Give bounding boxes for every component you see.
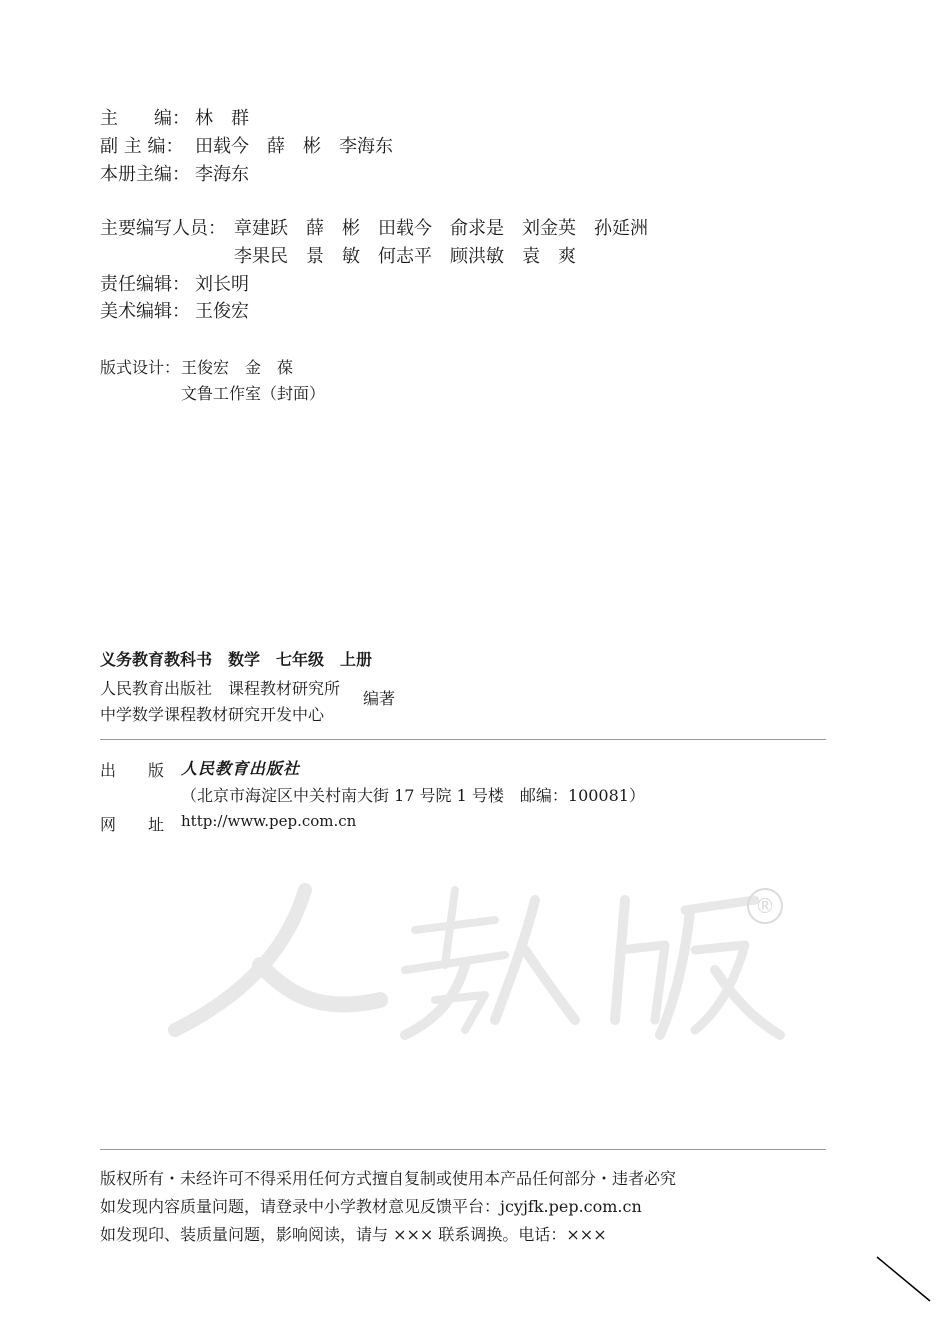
writers-label: 主要编写人员： (100, 218, 226, 239)
book-org-1: 人民教育出版社 课程教材研究所 (100, 679, 341, 698)
deputy-editor-names: 田载今 薛 彬 李海东 (195, 136, 393, 157)
divider-top (100, 739, 826, 740)
writers-line-1: 章建跃 薛 彬 田载今 俞求是 刘金英 孙延洲 (234, 218, 648, 239)
publisher-label: 出 版 (100, 761, 165, 780)
website-label: 网 址 (100, 815, 165, 834)
writers-line-2: 李果民 景 敏 何志平 顾洪敏 袁 爽 (234, 246, 576, 267)
publisher-calligraphy-name: 人民教育出版社 (181, 759, 301, 778)
deputy-editor-label: 副 主 编： (100, 136, 184, 157)
layout-design-line-2: 文鲁工作室（封面） (181, 384, 326, 403)
registered-mark: ® (755, 894, 775, 918)
art-editor-name: 王俊宏 (195, 301, 249, 322)
book-title: 义务教育教科书 数学 七年级 上册 (100, 650, 373, 669)
layout-design-label: 版式设计： (100, 358, 181, 377)
print-quality-notice: 如发现印、装质量问题，影响阅读，请与 ××× 联系调换。电话：××× (100, 1225, 607, 1244)
publisher-address: （北京市海淀区中关村南大街 17 号院 1 号楼 邮编：100081） (181, 786, 645, 805)
pep-watermark-logo (165, 870, 795, 1050)
responsible-editor-name: 刘长明 (195, 274, 249, 295)
chief-editor-label: 主 编： (100, 108, 190, 129)
book-org-2: 中学数学课程教材研究开发中心 (100, 705, 325, 724)
responsible-editor-label: 责任编辑： (100, 274, 190, 295)
corner-crop-mark (875, 1255, 935, 1305)
layout-design-line-1: 王俊宏 金 葆 (181, 358, 294, 377)
copyright-notice: 版权所有・未经许可不得采用任何方式擅自复制或使用本产品任何部分・违者必究 (100, 1169, 677, 1188)
chief-editor-name: 林 群 (195, 108, 249, 129)
volume-editor-label: 本册主编： (100, 164, 190, 185)
website-url: http://www.pep.com.cn (181, 812, 357, 830)
art-editor-label: 美术编辑： (100, 301, 190, 322)
feedback-notice: 如发现内容质量问题，请登录中小学教材意见反馈平台：jcyjfk.pep.com.cn (100, 1197, 642, 1216)
divider-bottom (100, 1149, 826, 1150)
book-role: 编著 (363, 689, 396, 708)
volume-editor-name: 李海东 (195, 164, 249, 185)
